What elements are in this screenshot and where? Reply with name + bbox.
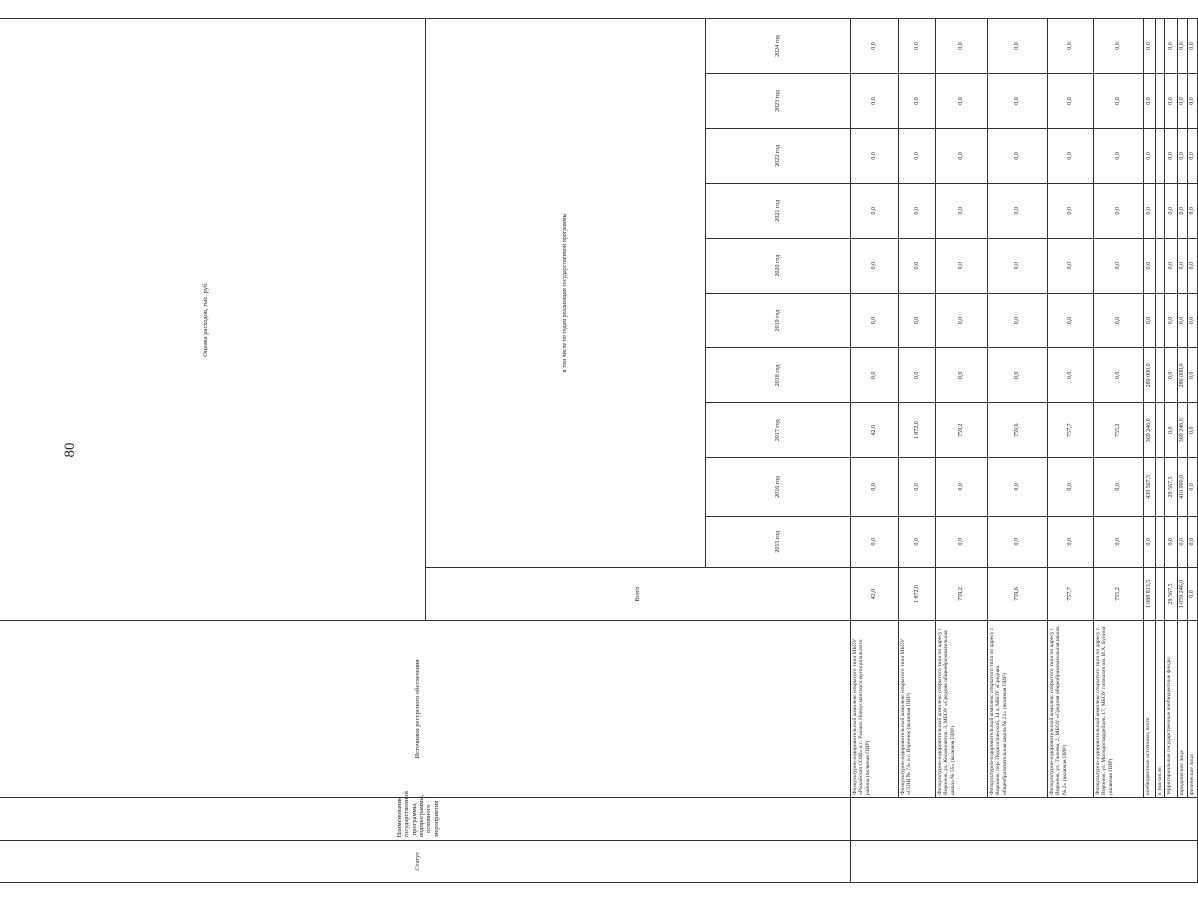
total-cell: 29 567,5 [1165,567,1178,620]
table-row [936,19,988,883]
header-year: 2019 год [706,293,851,348]
header-year: 2022 год [706,128,851,183]
header-estimate: Оценка расходов, тыс. руб. [0,19,426,621]
year-value-cell: 0,0 [988,293,1048,348]
year-value-cell: 0,0 [936,238,988,293]
header-year: 2018 год [706,348,851,403]
year-value-cell: 0,0 [936,458,988,516]
header-year: 2024 год [706,19,851,74]
year-value-cell: 0,0 [1094,458,1144,516]
year-value-cell [1156,183,1165,238]
table-row [1165,19,1178,883]
year-value-cell [1156,348,1165,403]
year-value-cell: 0,0 [1178,293,1188,348]
year-value-cell: 0,0 [936,348,988,403]
year-value-cell [1156,19,1165,74]
table-row [851,19,899,883]
year-value-cell: 1 872,0 [899,403,936,458]
year-value-cell: 0,0 [1187,19,1197,74]
year-value-cell: 0,0 [988,348,1048,403]
year-value-cell: 0,0 [936,74,988,129]
year-value-cell [1156,128,1165,183]
year-value-cell: 0,0 [1165,19,1178,74]
year-value-cell: 0,0 [1144,128,1156,183]
year-value-cell: 0,0 [851,238,899,293]
year-value-cell: 0,0 [1094,238,1144,293]
year-value-cell: 439 567,5 [1144,458,1156,516]
source-cell: Физкультурно-оздоровительный комплекс открытого типа по адресу г. Воронеж, ул. Космонавтов, 3, МБОУ «Средняя общеобразовательная школа № 55» (включая ПИР) [936,621,988,798]
year-value-cell: 0,0 [1165,516,1178,567]
header-total: Всего [426,567,851,620]
year-value-cell: 0,0 [899,74,936,129]
source-cell: внебюджетные источники, всего [1144,621,1156,798]
year-value-cell: 0,0 [936,128,988,183]
year-value-cell: 0,0 [988,74,1048,129]
year-value-cell: 757,7 [1048,403,1094,458]
header-by-years: в том числе по годам реализации государственной программы [426,19,706,568]
year-value-cell: 0,0 [1178,19,1188,74]
year-value-cell: 0,0 [1187,293,1197,348]
total-cell: 0,0 [1187,567,1197,620]
year-value-cell: 0,0 [1178,128,1188,183]
table-row [1144,19,1156,883]
year-value-cell: 0,0 [988,458,1048,516]
year-value-cell: 0,0 [1144,183,1156,238]
total-cell: 759,6 [988,567,1048,620]
year-value-cell: 0,0 [1165,74,1178,129]
year-value-cell: 0,0 [899,348,936,403]
year-value-cell: 0,0 [899,183,936,238]
total-cell: 759,2 [936,567,988,620]
rotated-table-container [0,18,1195,883]
year-value-cell: 0,0 [1094,19,1144,74]
year-value-cell: 0,0 [1048,19,1094,74]
year-value-cell: 42,0 [851,403,899,458]
source-cell: Физкультурно-оздоровительный комплекс открытого типа по адресу г. Воронеж, пер. Педагогический, 14 а, МБОУ «Средняя общеобразовательная школа № 21» (включая ПИР) [988,621,1048,798]
year-value-cell: 0,0 [899,516,936,567]
year-value-cell: 0,0 [851,516,899,567]
total-cell: 1 059 246,0 [1178,567,1188,620]
year-value-cell: 0,0 [1048,458,1094,516]
table-row [1178,19,1188,883]
year-value-cell: 0,0 [1048,74,1094,129]
total-cell: 757,7 [1048,567,1094,620]
year-value-cell: 0,0 [851,19,899,74]
header-program-name: Наименование государственной программы, подпрограммы, основного мероприятия [0,798,851,840]
header-year: 2017 год [706,403,851,458]
year-value-cell: 410 000,0 [1178,458,1188,516]
year-value-cell: 0,0 [1187,128,1197,183]
year-value-cell: 0,0 [1165,348,1178,403]
year-value-cell: 0,0 [1144,238,1156,293]
year-value-cell: 0,0 [1094,183,1144,238]
year-value-cell: 0,0 [1094,348,1144,403]
page-number: 80 [62,442,78,458]
year-value-cell [1156,238,1165,293]
header-year: 2016 год [706,458,851,516]
table-row [899,19,936,883]
year-value-cell: 0,0 [1144,293,1156,348]
source-cell: Физкультурно-оздоровительный комплекс открытого типа МБОУ «Рыкайская СОШ» в с. Рыкань Новоусманского муниципального района (включая ПИР) [851,621,899,798]
year-value-cell: 0,0 [1178,238,1188,293]
year-value-cell [1156,293,1165,348]
year-value-cell [1156,74,1165,129]
year-value-cell: 0,0 [1094,293,1144,348]
year-value-cell: 0,0 [1048,348,1094,403]
year-value-cell: 0,0 [1187,458,1197,516]
total-cell: 42,0 [851,567,899,620]
source-cell: территориальные государственные внебюджетные фонды [1165,621,1178,798]
year-value-cell: 280 000,0 [1144,348,1156,403]
year-value-cell: 369 246,0 [1144,403,1156,458]
year-value-cell: 0,0 [1178,516,1188,567]
year-value-cell: 0,0 [988,128,1048,183]
year-value-cell: 280 000,0 [1178,348,1188,403]
header-status: Статус [0,840,851,882]
year-value-cell: 0,0 [1187,403,1197,458]
year-value-cell: 29 567,5 [1165,458,1178,516]
source-cell: Физкультурно-оздоровительный комплекс открытого типа МБОУ «СОШ № 73» в г. Воронеж (включая ПИР) [899,621,936,798]
header-source: Источники ресурсного обеспечения [0,621,851,798]
year-value-cell: 0,0 [988,516,1048,567]
year-value-cell: 0,0 [851,183,899,238]
year-value-cell: 0,0 [1178,183,1188,238]
source-cell: Физкультурно-оздоровительный комплекс открытого типа по адресу г. Воронеж, ул. Молодогвардейцев, 17, МБОУ гимназия им. И.А. Бунина (включая ПИР) [1094,621,1144,798]
budget-table [0,18,1198,883]
year-value-cell: 0,0 [1187,516,1197,567]
year-value-cell: 0,0 [1048,238,1094,293]
year-value-cell: 0,0 [1048,183,1094,238]
total-cell [1156,567,1165,620]
source-cell: Физкультурно-оздоровительный комплекс открытого типа по адресу г. Воронеж, ул. Танеева, 2, МБОУ «Средняя общеобразовательная школа № 2» (включая ПИР) [1048,621,1094,798]
year-value-cell: 0,0 [1144,19,1156,74]
year-value-cell: 0,0 [1165,293,1178,348]
year-value-cell: 0,0 [988,183,1048,238]
total-cell: 1 088 813,5 [1144,567,1156,620]
year-value-cell: 0,0 [851,128,899,183]
year-value-cell: 0,0 [988,238,1048,293]
year-value-cell: 0,0 [899,293,936,348]
year-value-cell: 0,0 [1165,238,1178,293]
year-value-cell: 0,0 [936,516,988,567]
year-value-cell: 755,2 [1094,403,1144,458]
total-cell: 1 872,0 [899,567,936,620]
total-cell: 755,2 [1094,567,1144,620]
year-value-cell: 759,2 [936,403,988,458]
header-year: 2020 год [706,238,851,293]
header-year: 2015 год [706,516,851,567]
year-value-cell [1156,403,1165,458]
year-value-cell: 0,0 [1094,74,1144,129]
source-cell: в том числе: [1156,621,1165,798]
year-value-cell: 0,0 [1048,128,1094,183]
year-value-cell: 759,6 [988,403,1048,458]
year-value-cell: 369 246,0 [1178,403,1188,458]
year-value-cell: 0,0 [936,293,988,348]
year-value-cell: 0,0 [1048,516,1094,567]
year-value-cell: 0,0 [1187,183,1197,238]
year-value-cell: 0,0 [851,458,899,516]
table-row [988,19,1048,883]
year-value-cell: 0,0 [1178,74,1188,129]
year-value-cell: 0,0 [1165,128,1178,183]
year-value-cell: 0,0 [1187,238,1197,293]
year-value-cell: 0,0 [1094,516,1144,567]
year-value-cell: 0,0 [936,183,988,238]
year-value-cell: 0,0 [899,458,936,516]
header-year: 2021 год [706,183,851,238]
year-value-cell: 0,0 [1144,74,1156,129]
source-cell: юридические лица [1178,621,1188,798]
year-value-cell: 0,0 [1187,348,1197,403]
header-year: 2023 год [706,74,851,129]
year-value-cell: 0,0 [899,128,936,183]
year-value-cell: 0,0 [1048,293,1094,348]
source-cell: физические лица [1187,621,1197,798]
year-value-cell: 0,0 [899,238,936,293]
table-row [1156,19,1165,883]
table-row [1187,19,1197,883]
table-row [1094,19,1144,883]
year-value-cell: 0,0 [851,74,899,129]
year-value-cell: 0,0 [851,348,899,403]
year-value-cell [1156,458,1165,516]
year-value-cell [1156,516,1165,567]
status-cell [851,840,1198,882]
year-value-cell: 0,0 [988,19,1048,74]
year-value-cell: 0,0 [936,19,988,74]
year-value-cell: 0,0 [1144,516,1156,567]
year-value-cell: 0,0 [851,293,899,348]
year-value-cell: 0,0 [1187,74,1197,129]
year-value-cell: 0,0 [1094,128,1144,183]
year-value-cell: 0,0 [899,19,936,74]
table-row [1048,19,1094,883]
year-value-cell: 0,0 [1165,403,1178,458]
year-value-cell: 0,0 [1165,183,1178,238]
program-name-cell [851,798,1198,840]
